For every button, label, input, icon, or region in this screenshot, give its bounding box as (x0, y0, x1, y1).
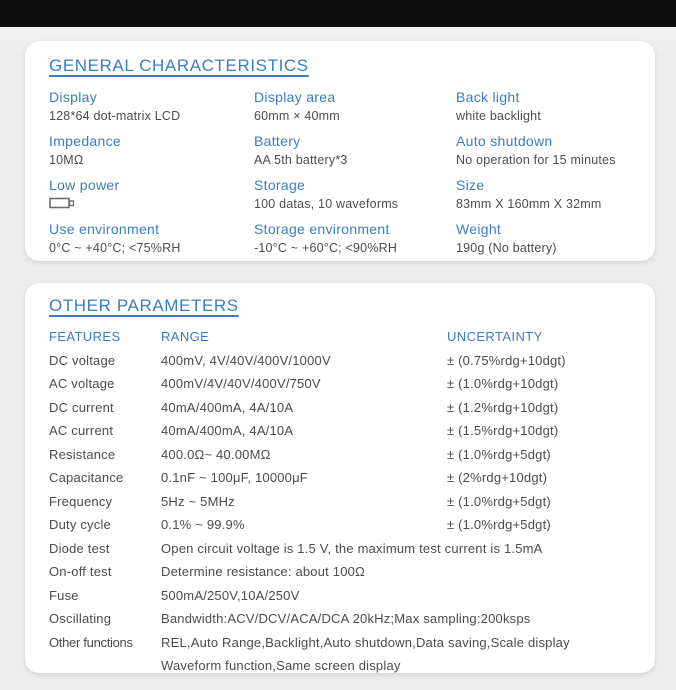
spec-item-display-area (254, 89, 456, 123)
spec-item-display (49, 89, 254, 123)
spec-value: 83mm X 160mm X 32mm (456, 197, 602, 211)
row-feature: Diode test (49, 540, 110, 556)
spec-label: Weight (456, 221, 502, 237)
column-header-range: RANGE (161, 329, 210, 344)
spec-value: 0°C ~ +40°C; <75%RH (49, 241, 181, 255)
general-section-title: GENERAL CHARACTERISTICS (49, 56, 309, 75)
row-value-wide: Determine resistance: about 100Ω (161, 564, 366, 579)
spec-label: Display (49, 89, 98, 105)
spec-label: Storage environment (254, 221, 390, 237)
spec-label: Low power (49, 177, 120, 193)
row-uncertainty: ± (1.0%rdg+10dgt) (447, 376, 559, 391)
spec-value: 190g (No battery) (456, 241, 557, 255)
parameters-table (49, 327, 631, 675)
spec-item-weight (456, 221, 631, 255)
row-feature: Frequency (49, 493, 113, 509)
spec-item-auto-shutdown (456, 133, 631, 167)
row-feature: Oscillating (49, 611, 112, 626)
spec-value: 60mm × 40mm (254, 109, 340, 123)
row-feature: DC current (49, 399, 114, 415)
spec-item-impedance (49, 133, 254, 167)
spec-value: 100 datas, 10 waveforms (254, 197, 399, 211)
column-header-uncertainty: UNCERTAINTY (447, 329, 543, 344)
other-parameters-card (25, 283, 655, 673)
spec-value: 10MΩ (49, 153, 84, 167)
row-uncertainty: ± (1.0%rdg+5dgt) (447, 493, 551, 509)
row-value-wide: Open circuit voltage is 1.5 V, the maximum test current is 1.5mA (161, 540, 543, 556)
spec-label: Impedance (49, 133, 121, 149)
spec-value: 128*64 dot-matrix LCD (49, 109, 181, 123)
row-feature: Capacitance (49, 470, 124, 485)
spec-label: Size (456, 177, 485, 193)
top-letterbox-bar (0, 0, 676, 27)
row-feature: Duty cycle (49, 517, 111, 532)
spec-value: AA 5th battery*3 (254, 153, 348, 167)
row-feature: Resistance (49, 446, 116, 462)
spec-label: Use environment (49, 221, 160, 237)
row-range: 400mV/4V/40V/400V/750V (161, 376, 321, 391)
general-characteristics-card (25, 41, 655, 261)
spec-item-size (456, 177, 631, 211)
row-range: 0.1% ~ 99.9% (161, 517, 245, 532)
row-range: 400mV, 4V/40V/400V/1000V (161, 352, 331, 368)
spec-value: white backlight (456, 109, 541, 123)
spec-item-use-environment (49, 221, 254, 255)
other-section-title: OTHER PARAMETERS (49, 296, 239, 315)
row-uncertainty: ± (2%rdg+10dgt) (447, 470, 548, 485)
row-feature: Other functions (49, 634, 133, 650)
row-uncertainty: ± (1.0%rdg+5dgt) (447, 446, 551, 462)
row-uncertainty: ± (1.5%rdg+10dgt) (447, 423, 559, 438)
row-feature: Fuse (49, 587, 79, 603)
row-uncertainty: ± (0.75%rdg+10dgt) (447, 352, 566, 368)
row-value-wide: REL,Auto Range,Backlight,Auto shutdown,Data saving,Scale display (161, 634, 570, 650)
row-feature-empty (49, 656, 161, 675)
spec-label: Back light (456, 89, 520, 105)
spec-value: No operation for 15 minutes (456, 153, 616, 167)
row-range: 400.0Ω~ 40.00MΩ (161, 446, 271, 462)
spec-item-storage-environment (254, 221, 456, 255)
row-feature: On-off test (49, 564, 112, 579)
row-range: 40mA/400mA, 4A/10A (161, 423, 294, 438)
battery-icon (49, 197, 75, 209)
column-header-features: FEATURES (49, 329, 121, 344)
row-uncertainty: ± (1.2%rdg+10dgt) (447, 399, 559, 415)
row-value-wide-line2: Waveform function,Same screen display (161, 658, 401, 673)
spec-label: Auto shutdown (456, 133, 553, 149)
row-range: 40mA/400mA, 4A/10A (161, 399, 294, 415)
spec-label: Display area (254, 89, 336, 105)
spec-value: -10°C ~ +60°C; <90%RH (254, 241, 398, 255)
row-value-wide: 500mA/250V,10A/250V (161, 587, 300, 603)
spec-item-battery (254, 133, 456, 167)
row-range: 5Hz ~ 5MHz (161, 493, 235, 509)
spec-item-storage (254, 177, 456, 211)
spec-label: Storage (254, 177, 306, 193)
row-uncertainty: ± (1.0%rdg+5dgt) (447, 517, 551, 532)
row-feature: AC current (49, 423, 114, 438)
spec-item-back-light (456, 89, 631, 123)
general-spec-grid (49, 89, 631, 255)
row-feature: DC voltage (49, 352, 116, 368)
row-range: 0.1nF ~ 100μF, 10000μF (161, 470, 308, 485)
spec-label: Battery (254, 133, 301, 149)
row-feature: AC voltage (49, 376, 115, 391)
spec-item-low-power (49, 177, 254, 211)
row-value-wide: Bandwidth:ACV/DCV/ACA/DCA 20kHz;Max sampling:200ksps (161, 611, 531, 626)
